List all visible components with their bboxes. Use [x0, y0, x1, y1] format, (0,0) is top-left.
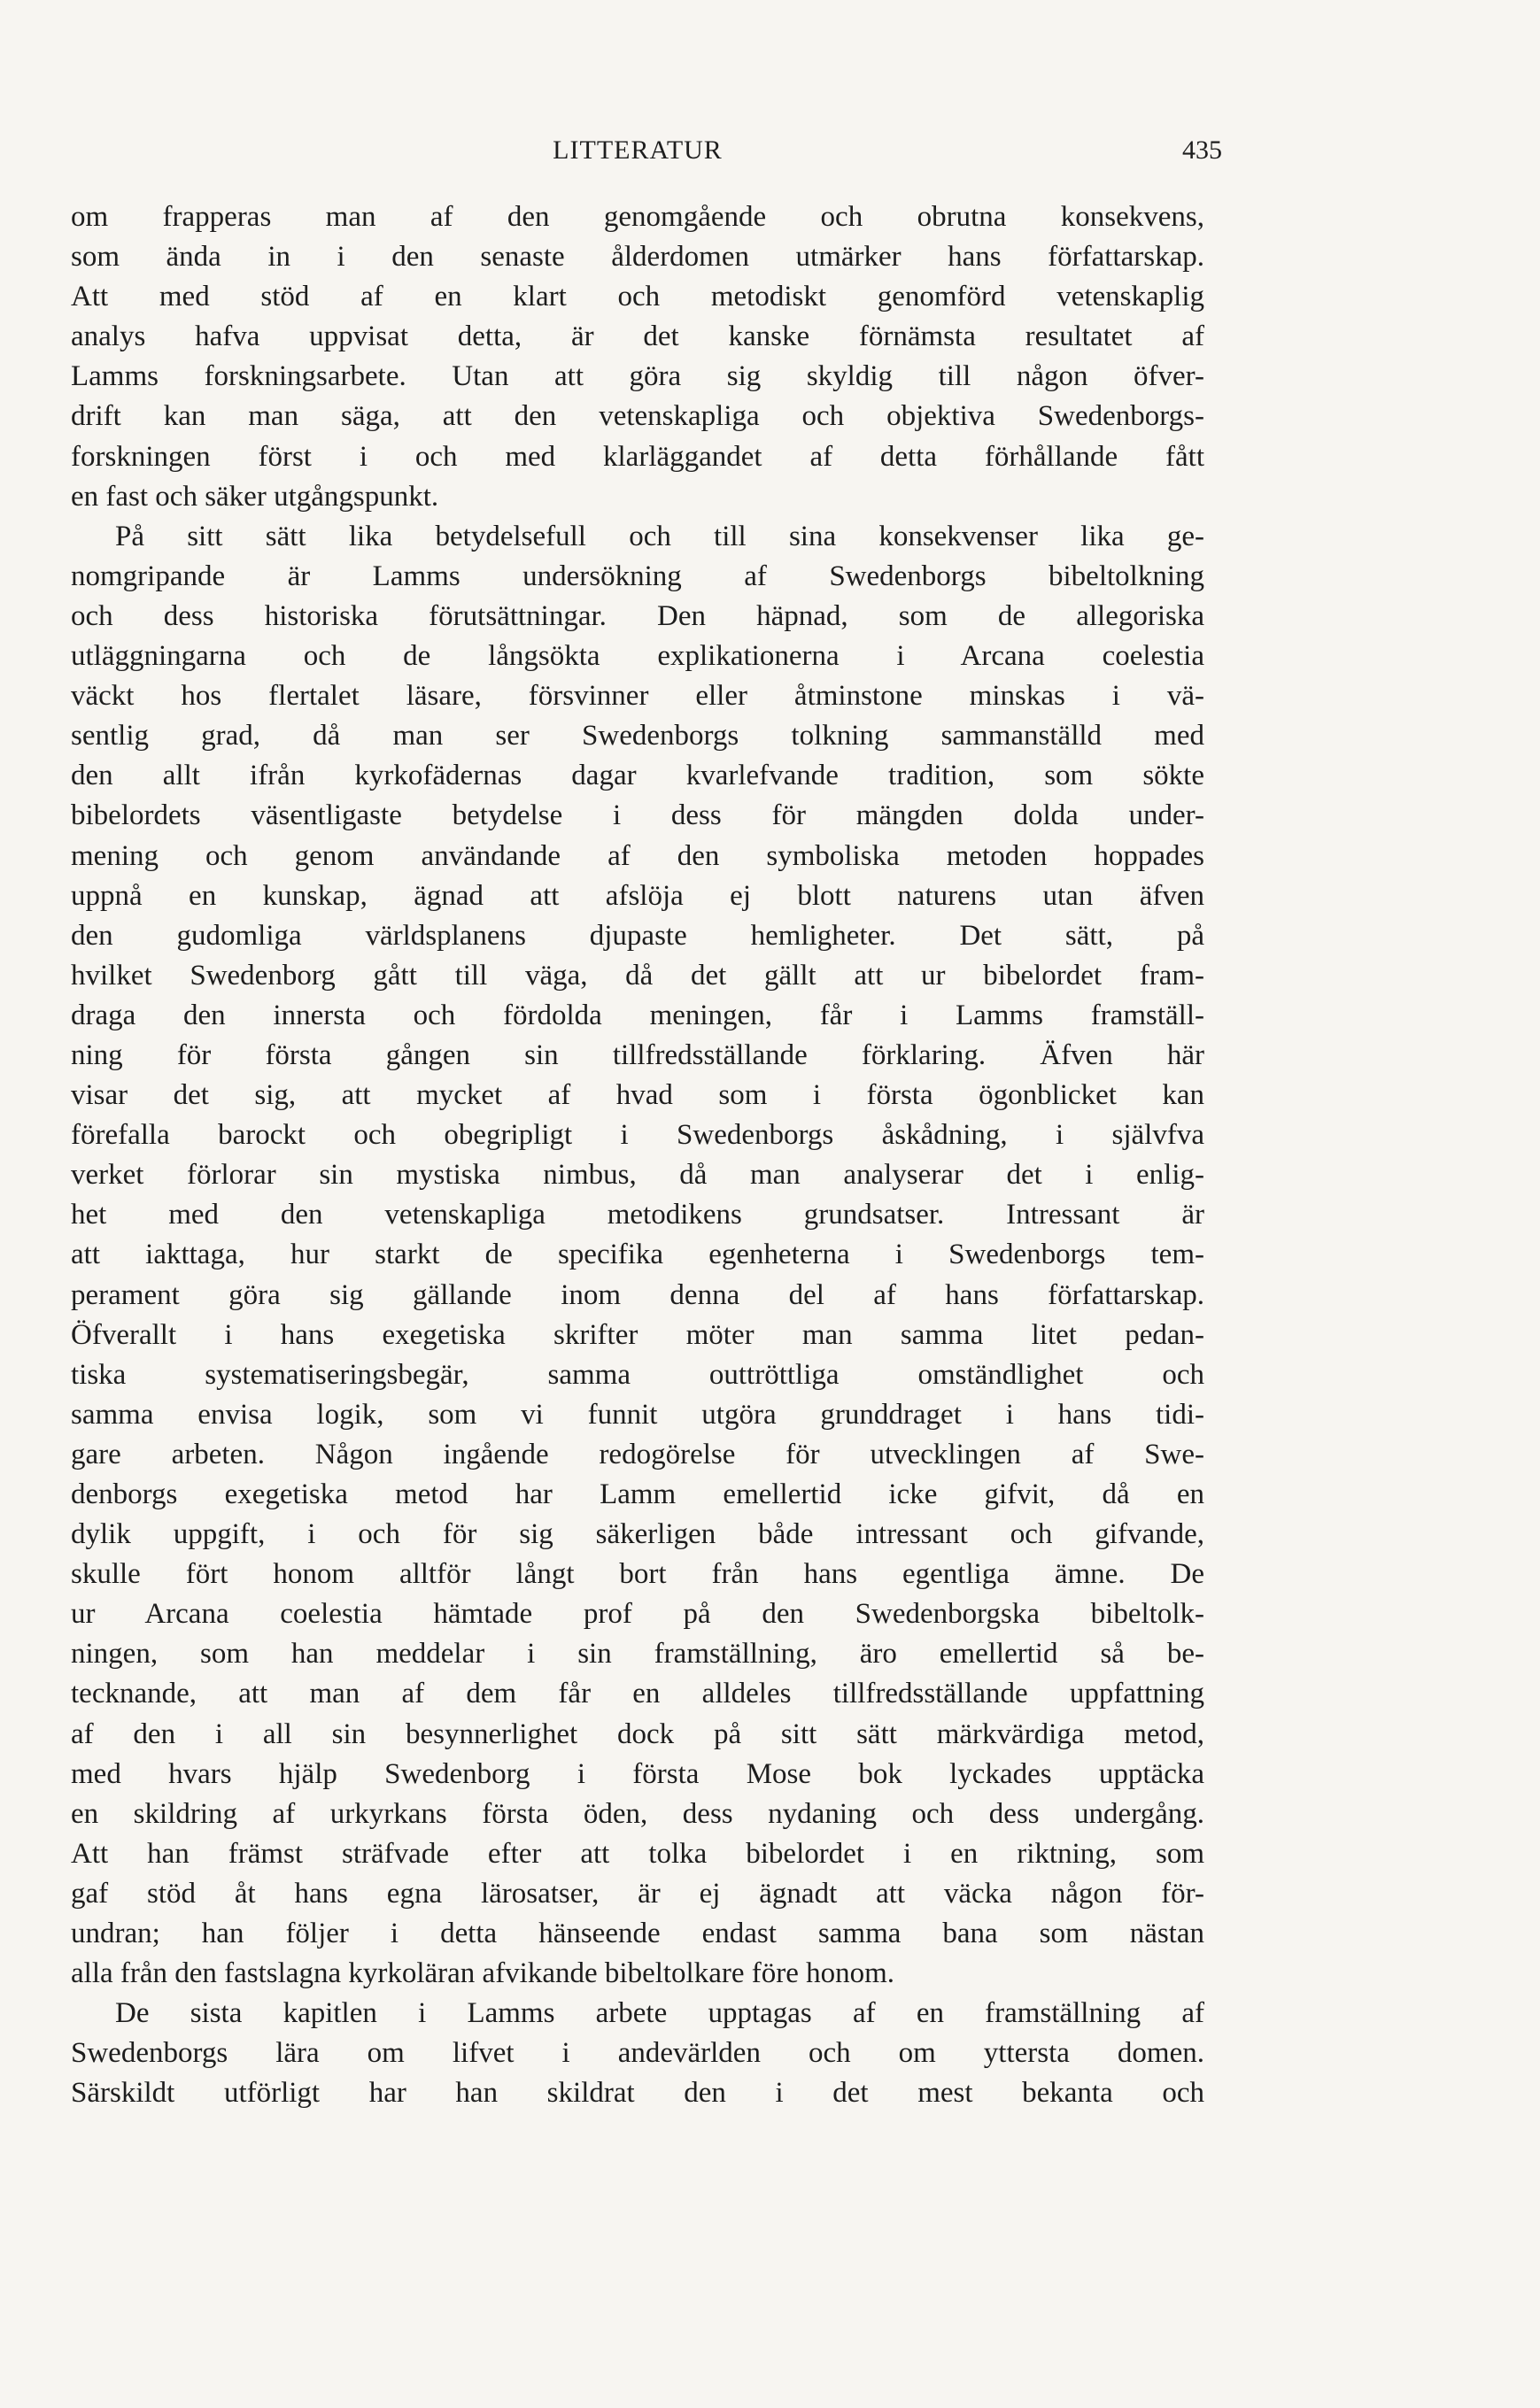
text-line: ning för första gången sin tillfredsställande förklaring. Äfven här — [71, 1038, 1204, 1071]
text-line: Särskildt utförligt har han skildrat den i det mest bekanta och — [71, 2077, 1204, 2110]
text-line: hvilket Swedenborg gått till väga, då det gällt att ur bibelordet fram- — [71, 959, 1204, 992]
text-line: ur Arcana coelestia hämtade prof på den Swedenborgska bibeltolk- — [71, 1598, 1204, 1631]
text-line: Swedenborgs lära om lifvet i andevärlden och om yttersta domen. — [71, 2037, 1204, 2070]
text-line: samma envisa logik, som vi funnit utgöra grunddraget i hans tidi- — [71, 1398, 1204, 1431]
text-line: utläggningarna och de långsökta explikationerna i Arcana coelestia — [71, 640, 1204, 673]
page-number: 435 — [1182, 135, 1222, 165]
text-line: en skildring af urkyrkans första öden, dess nydaning och dess undergång. — [71, 1797, 1204, 1830]
text-line: skulle fört honom alltför långt bort från hans egentliga ämne. De — [71, 1558, 1204, 1591]
text-line: Att med stöd af en klart och metodiskt genomförd vetenskaplig — [71, 281, 1204, 313]
text-line: en fast och säker utgångspunkt. — [71, 480, 439, 513]
text-line: verket förlorar sin mystiska nimbus, då man analyserar det i enlig- — [71, 1159, 1204, 1192]
text-line: som ända in i den senaste ålderdomen utmärker hans författarskap. — [71, 241, 1204, 274]
text-line: uppnå en kunskap, ägnad att afslöja ej blott naturens utan äfven — [71, 879, 1204, 912]
text-line: Öfverallt i hans exegetiska skrifter möter man samma litet pedan- — [71, 1318, 1204, 1351]
text-line: visar det sig, att mycket af hvad som i första ögonblicket kan — [71, 1079, 1204, 1112]
text-line: Lamms forskningsarbete. Utan att göra sig skyldig till någon öfver- — [71, 360, 1204, 393]
text-line: bibelordets väsentligaste betydelse i dess för mängden dolda under- — [71, 799, 1204, 832]
text-line: sentlig grad, då man ser Swedenborgs tolkning sammanställd med — [71, 720, 1204, 752]
text-line: om frapperas man af den genomgående och obrutna konsekvens, — [71, 201, 1204, 233]
text-line: ningen, som han meddelar i sin framställning, äro emellertid så be- — [71, 1638, 1204, 1671]
text-line: förefalla barockt och obegripligt i Swedenborgs åskådning, i självfva — [71, 1119, 1204, 1152]
text-line: gare arbeten. Någon ingående redogörelse för utvecklingen af Swe- — [71, 1438, 1204, 1470]
text-line: mening och genom användande af den symboliska metoden hoppades — [71, 839, 1204, 872]
text-line: perament göra sig gällande inom denna del af hans författarskap. — [71, 1278, 1204, 1311]
text-line: och dess historiska förutsättningar. Den häpnad, som de allegoriska — [71, 599, 1204, 632]
text-line: På sitt sätt lika betydelsefull och till sina konsekvenser lika ge- — [115, 520, 1204, 552]
text-line: het med den vetenskapliga metodikens grundsatser. Intressant är — [71, 1199, 1204, 1231]
text-line: att iakttaga, hur starkt de specifika egenheterna i Swedenborgs tem- — [71, 1239, 1204, 1271]
text-line: tiska systematiseringsbegär, samma outtröttliga omständlighet och — [71, 1358, 1204, 1391]
text-line: gaf stöd åt hans egna lärosatser, är ej ägnadt att väcka någon för- — [71, 1877, 1204, 1910]
text-line: forskningen först i och med klarläggandet af detta förhållande fått — [71, 440, 1204, 473]
text-line: med hvars hjälp Swedenborg i första Mose bok lyckades upptäcka — [71, 1757, 1204, 1790]
text-line: väckt hos flertalet läsare, försvinner eller åtminstone minskas i vä- — [71, 680, 1204, 713]
text-line: draga den innersta och fördolda meningen, får i Lamms framställ- — [71, 999, 1204, 1031]
text-line: dylik uppgift, i och för sig säkerligen både intressant och gifvande, — [71, 1518, 1204, 1551]
running-head — [71, 133, 1222, 168]
text-line: De sista kapitlen i Lamms arbete upptagas af en framställning af — [115, 1997, 1204, 2030]
body-text — [71, 197, 1204, 2114]
text-line: undran; han följer i detta hänseende endast samma bana som nästan — [71, 1918, 1204, 1950]
text-line: den allt ifrån kyrkofädernas dagar kvarlefvande tradition, som sökte — [71, 760, 1204, 792]
text-line: analys hafva uppvisat detta, är det kanske förnämsta resultatet af — [71, 320, 1204, 353]
text-line: denborgs exegetiska metod har Lamm emellertid icke gifvit, då en — [71, 1478, 1204, 1510]
text-line: af den i all sin besynnerlighet dock på sitt sätt märkvärdiga metod, — [71, 1717, 1204, 1750]
text-line: den gudomliga världsplanens djupaste hemligheter. Det sätt, på — [71, 919, 1204, 952]
text-line: nomgripande är Lamms undersökning af Swedenborgs bibeltolkning — [71, 560, 1204, 592]
running-title: LITTERATUR — [553, 135, 723, 165]
text-line: tecknande, att man af dem får en alldeles tillfredsställande uppfattning — [71, 1678, 1204, 1710]
text-line: drift kan man säga, att den vetenskapliga och objektiva Swedenborgs- — [71, 400, 1204, 433]
text-line: alla från den fastslagna kyrkoläran afvikande bibeltolkare före honom. — [71, 1957, 895, 1990]
text-line: Att han främst sträfvade efter att tolka bibelordet i en riktning, som — [71, 1837, 1204, 1870]
